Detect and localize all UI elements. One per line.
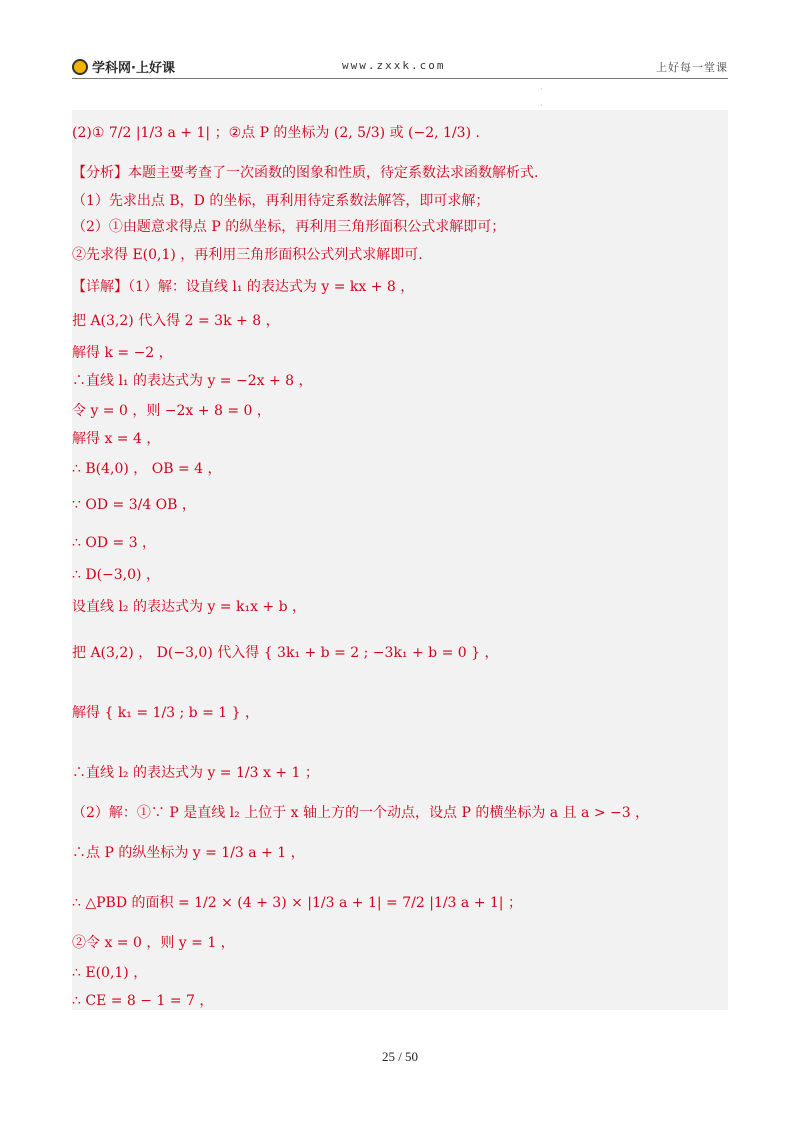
detail-line: 把 A(3,2) ， D(−3,0) 代入得 { 3k₁ + b = 2 ; −3k₁ + b = 0 } ， (72, 645, 499, 661)
page-header (72, 55, 728, 79)
detail-line: ∴ D(−3,0) ， (72, 567, 160, 583)
detail-line: ∴ △PBD 的面积 = 1/2 × (4 + 3) × |1/3 a + 1| = 7/2 |1/3 a + 1| ； (72, 895, 522, 911)
detail-line: ∴ B(4,0) ， OB = 4 ， (72, 461, 222, 477)
header-slogan: 上好每一堂课 (656, 61, 728, 74)
detail-line: 把 A(3,2) 代入得 2 = 3k + 8 ， (72, 313, 280, 329)
header-divider (72, 78, 728, 79)
page-number: 25 / 50 (381, 1049, 419, 1064)
detail-line: ∴直线 l₁ 的表达式为 y = −2x + 8 ， (72, 373, 313, 389)
detail-line: 设直线 l₂ 的表达式为 y = k₁x + b ， (72, 599, 307, 615)
detail-line: ∴ OD = 3 ， (72, 535, 157, 551)
detail-line: ∵ OD = 3/4 OB ， (72, 497, 196, 513)
detail-line: （2）解：①∵ P 是直线 l₂ 上位于 x 轴上方的一个动点，设点 P 的横坐标为 a 且 a > −3 ， (72, 805, 650, 821)
analysis-step-1: （1）先求出点 B，D 的坐标，再利用待定系数法解答，即可求解； (72, 193, 490, 209)
analysis-heading: 【分析】本题主要考查了一次函数的图象和性质，待定系数法求函数解析式. (72, 165, 539, 181)
detail-line: ②令 x = 0 ，则 y = 1 ， (72, 935, 235, 951)
detail-line: 解得 k = −2 ， (72, 345, 173, 361)
logo-text: 学科网·上好课 (92, 61, 175, 76)
decorative-dots: · · (540, 85, 543, 110)
solution-body (72, 110, 728, 1010)
analysis-step-2: （2）①由题意求得点 P 的纵坐标，再利用三角形面积公式求解即可； (72, 219, 506, 235)
analysis-step-3: ②先求得 E(0,1) ，再利用三角形面积公式列式求解即可. (72, 247, 423, 263)
detail-line: 【详解】（1）解：设直线 l₁ 的表达式为 y = kx + 8 ， (72, 279, 415, 295)
logo-icon (72, 59, 88, 75)
detail-line: 解得 { k₁ = 1/3 ; b = 1 } ， (72, 705, 259, 721)
detail-line: 解得 x = 4 ， (72, 431, 161, 447)
answer-line: (2)① 7/2 |1/3 a + 1| ；②点 P 的坐标为 (2, 5/3) 或 (−2, 1/3) . (72, 125, 480, 141)
detail-line: 令 y = 0 ，则 −2x + 8 = 0 ， (72, 403, 271, 419)
detail-line: ∴ E(0,1) ， (72, 965, 148, 981)
detail-line: ∴直线 l₂ 的表达式为 y = 1/3 x + 1 ； (72, 765, 319, 781)
logo (72, 57, 175, 76)
detail-line: ∴ CE = 8 − 1 = 7 ， (72, 993, 214, 1009)
site-url: www.zxxk.com (342, 59, 446, 72)
detail-line: ∴点 P 的纵坐标为 y = 1/3 a + 1 ， (72, 845, 305, 861)
